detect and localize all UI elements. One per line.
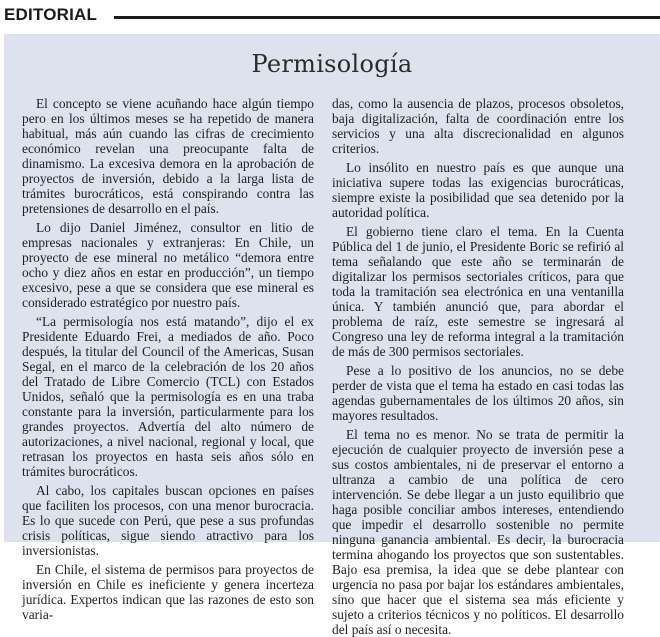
section-label: EDITORIAL	[4, 5, 98, 24]
paragraph-left-1: El concepto se viene acuñando hace algún tiempo pero en los últimos meses se ha repetido de manera habitual, más aún cuando las cifras de crecimiento económico revelan una preocupante falta de dinamismo. La excesiva demora en la aprobación de proyectos de inversión, debido a la larga lista de trámites burocráticos, está conspirando contra las pretensiones de desarrollo en el país.	[22, 96, 314, 216]
paragraph-left-2: Lo dijo Daniel Jiménez, consultor en litio de empresas nacionales y extranjeras: En Chile, un proyecto de ese mineral no metálico “demora entre ocho y diez años en estar en producción”, un tiempo excesivo, pese a que se considera que ese mineral es considerado estratégico por nuestro país.	[22, 220, 314, 310]
paragraph-left-5: En Chile, el sistema de permisos para proyectos de inversión en Chile es ineficiente y genera incerteza jurídica. Expertos indican que las razones de esto son varia-	[22, 562, 314, 622]
paragraph-left-3: “La permisología nos está matando”, dijo el ex Presidente Eduardo Frei, a mediados de año. Poco después, la titular del Council of the Americas, Susan Segal, en el marco de la celebración de los 20 años del Tratado de Libre Comercio (TCL) con Estados Unidos, señaló que la permisología es en una traba constante para la inversión, particularmente para los grandes proyectos. Advertía del alto número de autorizaciones, a nivel nacional, regional y local, que retrasan los proyectos en hasta seis años sólo en trámites burocráticos.	[22, 314, 314, 479]
paragraph-right-3: El gobierno tiene claro el tema. En la Cuenta Pública del 1 de junio, el Presidente Boric se refirió al tema señalando que este año se terminarán de digitalizar los permisos sectoriales críticos, para que toda la tramitación sea electrónica en una ventanilla única. Y también anunció que, para abordar el problema de raíz, este semestre se ingresará al Congreso una ley de reforma integral a la tramitación de más de 300 permisos sectoriales.	[332, 224, 624, 359]
article-column-right	[332, 96, 624, 637]
article-column-left	[22, 96, 314, 622]
editorial-box	[4, 34, 660, 637]
paragraph-right-2: Lo insólito en nuestro país es que aunque una iniciativa supere todas las exigencias burocráticas, siempre existe la posibilidad que sea detenido por la autoridad política.	[332, 160, 624, 220]
paragraph-left-4: Al cabo, los capitales buscan opciones en países que faciliten los procesos, con una menor burocracia. Es lo que sucede con Perú, que pese a sus profundas crisis políticas, sigue siendo atractivo para los inversionistas.	[22, 483, 314, 558]
header-rule	[114, 16, 660, 19]
paragraph-right-5: El tema no es menor. No se trata de permitir la ejecución de cualquier proyecto de inversión pese a sus costos ambientales, ni de preservar el entorno a ultranza a cambio de una política de cero intervención. Se debe llegar a un justo equilibrio que haga posible conciliar ambos intereses, entendiendo que impedir el desarrollo sostenible no permite ninguna ganancia ambiental. Es decir, la burocracia termina ahogando los proyectos que son sustentables. Bajo esa premisa, la idea que se debe plantear con urgencia no pasa por bajar los estándares ambientales, sino que hacer que el sistema sea más eficiente y sujeto a criterios técnicos y no políticos. El desarrollo del país así o necesita.	[332, 427, 624, 637]
paragraph-right-1: das, como la ausencia de plazos, procesos obsoletos, baja digitalización, falta de coordinación entre los servicios y una alta discrecionalidad en algunos criterios.	[332, 96, 624, 156]
article-title: Permisología	[251, 50, 413, 78]
section-header	[0, 0, 660, 32]
paragraph-right-4: Pese a lo positivo de los anuncios, no se debe perder de vista que el tema ha estado en casi todas las agendas gubernamentales de los últimos 20 años, sin mayores resultados.	[332, 363, 624, 423]
